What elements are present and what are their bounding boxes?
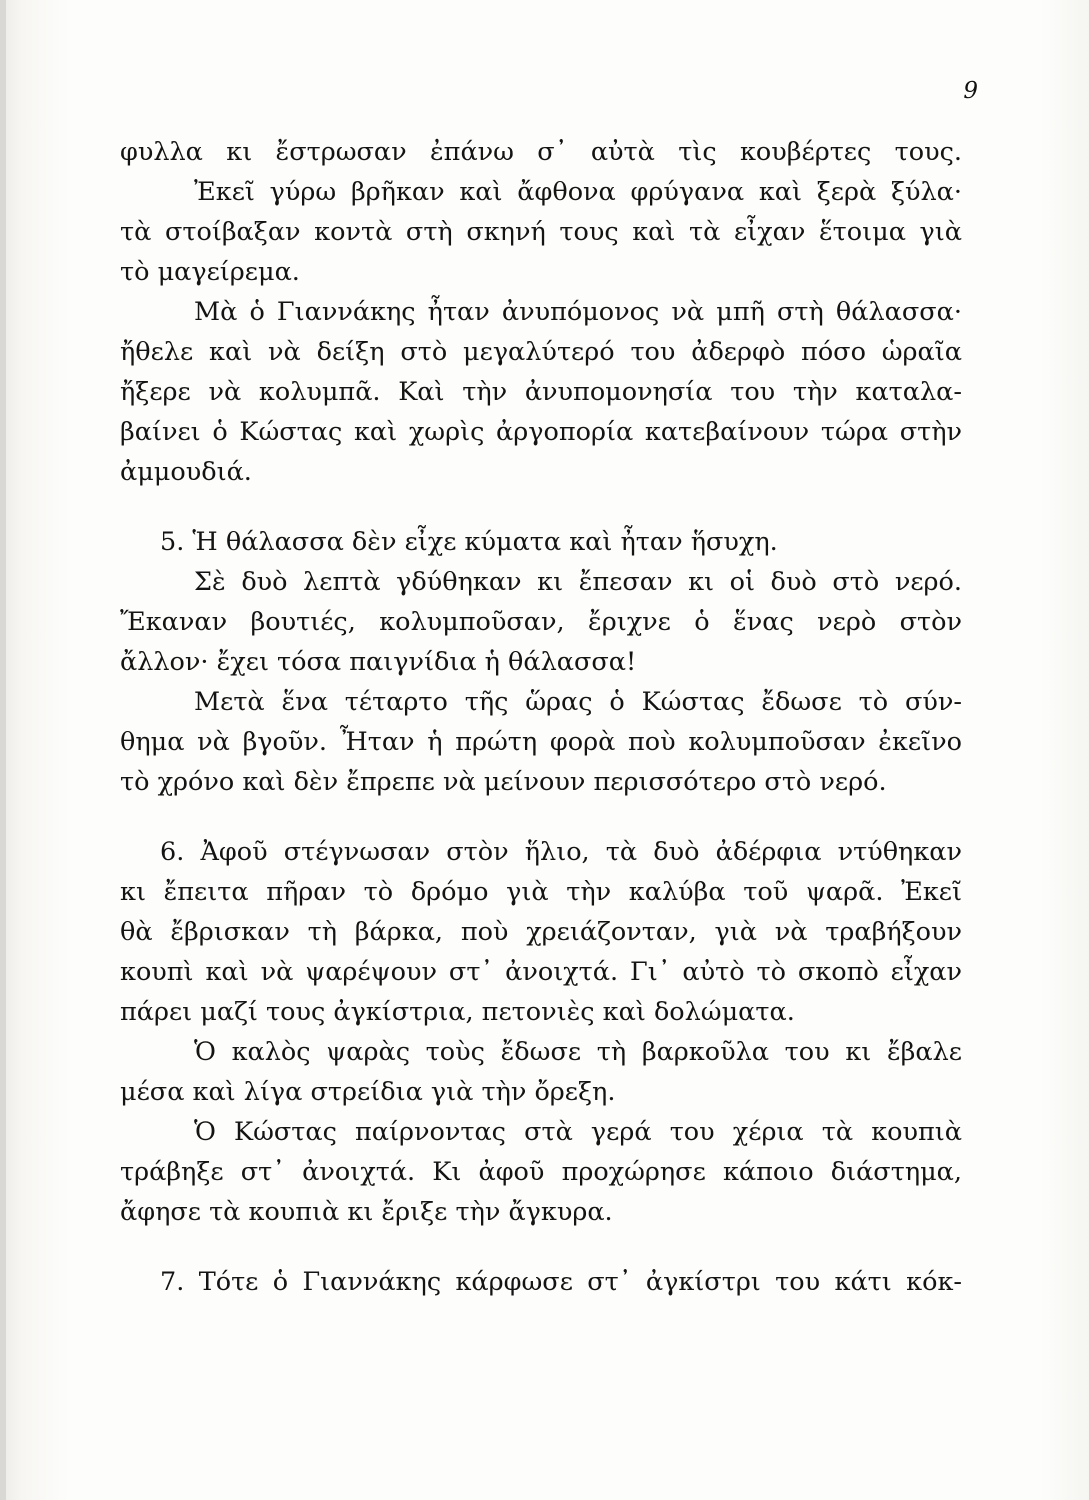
- text-line: Μετὰ ἕνα τέταρτο τῆς ὥρας ὁ Κώστας ἔδωσε τὸ σύν-: [194, 687, 962, 717]
- text-line: θὰ ἔβρισκαν τὴ βάρκα, ποὺ χρειάζονταν, γιὰ νὰ τραβήξουν: [120, 917, 962, 947]
- text-line: Ἐκεῖ γύρω βρῆκαν καὶ ἄφθονα φρύγανα καὶ ξερὰ ξύλα·: [194, 177, 962, 207]
- text-line: ἀμμουδιά.: [120, 457, 252, 487]
- text-line: τὰ στοίβαξαν κοντὰ στὴ σκηνή τους καὶ τὰ εἶχαν ἕτοιμα γιὰ: [120, 217, 962, 247]
- text-line: ἄλλον· ἔχει τόσα παιγνίδια ἡ θάλασσα!: [120, 647, 637, 677]
- page-number: 9: [963, 78, 978, 104]
- text-line: Ὁ Κώστας παίρνοντας στὰ γερά του χέρια τὰ κουπιὰ: [194, 1117, 962, 1147]
- section-heading-line: 7. Τότε ὁ Γιαννάκης κάρφωσε στ᾽ ἀγκίστρι του κάτι κόκ-: [160, 1267, 962, 1297]
- text-line: κουπὶ καὶ νὰ ψαρέψουν στ᾽ ἀνοιχτά. Γι᾽ αὐτὸ τὸ σκοπὸ εἶχαν: [120, 957, 962, 987]
- text-line: τὸ χρόνο καὶ δὲν ἔπρεπε νὰ μείνουν περισσότερο στὸ νερό.: [120, 767, 887, 797]
- text-line: ἤξερε νὰ κολυμπᾶ. Καὶ τὴν ἀνυπομονησία του τὴν καταλα-: [120, 377, 962, 407]
- text-line: πάρει μαζί τους ἀγκίστρια, πετονιὲς καὶ δολώματα.: [120, 997, 795, 1027]
- text-line: Ἔκαναν βουτιές, κολυμποῦσαν, ἔριχνε ὁ ἕνας νερὸ στὸν: [120, 607, 962, 637]
- section-heading-line: 5. Ἡ θάλασσα δὲν εἶχε κύματα καὶ ἦταν ἥσυχη.: [160, 527, 778, 557]
- text-line: Ὁ καλὸς ψαρὰς τοὺς ἔδωσε τὴ βαρκοῦλα του κι ἔβαλε: [194, 1037, 962, 1067]
- text-line: θημα νὰ βγοῦν. Ἦταν ἡ πρώτη φορὰ ποὺ κολυμποῦσαν ἐκεῖνο: [120, 727, 962, 757]
- text-line: Σὲ δυὸ λεπτὰ γδύθηκαν κι ἔπεσαν κι οἱ δυὸ στὸ νερό.: [194, 567, 962, 597]
- text-line: μέσα καὶ λίγα στρείδια γιὰ τὴν ὄρεξη.: [120, 1077, 616, 1107]
- text-line: Μὰ ὁ Γιαννάκης ἦταν ἀνυπόμονος νὰ μπῆ στὴ θάλασσα·: [194, 297, 962, 327]
- text-line: τὸ μαγείρεμα.: [120, 257, 300, 287]
- text-line: ἤθελε καὶ νὰ δείξη στὸ μεγαλύτερό του ἀδερφὸ πόσο ὡραῖα: [120, 337, 962, 367]
- text-line: κι ἔπειτα πῆραν τὸ δρόμο γιὰ τὴν καλύβα τοῦ ψαρᾶ. Ἐκεῖ: [120, 877, 962, 907]
- text-line: βαίνει ὁ Κώστας καὶ χωρὶς ἀργοπορία κατεβαίνουν τώρα στὴν: [120, 417, 962, 447]
- section-heading-line: 6. Ἀφοῦ στέγνωσαν στὸν ἥλιο, τὰ δυὸ ἀδέρφια ντύθηκαν: [160, 837, 962, 867]
- body-text: [120, 132, 962, 1302]
- text-line: ἄφησε τὰ κουπιὰ κι ἔριξε τὴν ἄγκυρα.: [120, 1197, 613, 1227]
- page-binding-edge: [0, 0, 6, 1500]
- text-line: φυλλα κι ἔστρωσαν ἐπάνω σ᾽ αὐτὰ τὶς κουβέρτες τους.: [120, 137, 962, 167]
- text-line: τράβηξε στ᾽ ἀνοιχτά. Κι ἀφοῦ προχώρησε κάποιο διάστημα,: [120, 1157, 962, 1187]
